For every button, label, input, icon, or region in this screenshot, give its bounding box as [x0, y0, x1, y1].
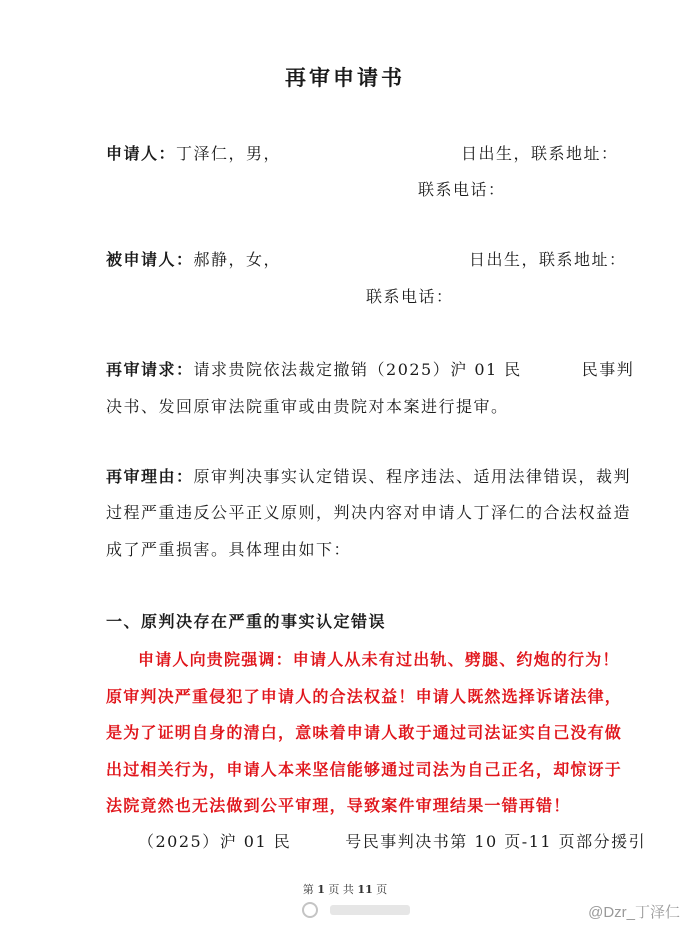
weibo-icon: [302, 902, 318, 918]
respondent-line: [106, 247, 627, 270]
citation-b: 号民事判决书第 10 页-11 页部分援引: [345, 832, 647, 851]
request-line-1: [106, 357, 634, 380]
redacted-block: [522, 362, 582, 380]
red-paragraph-line: 是为了证明自身的清白，意味着申请人敢于通过司法证实自己没有做: [106, 723, 623, 742]
citation-a: （2025）沪 01 民: [138, 832, 292, 851]
applicant-label: 申请人：: [106, 144, 177, 163]
page-number-pre: 第: [302, 883, 314, 896]
page-current: 1: [317, 883, 325, 896]
request-text-b: 民事判: [581, 360, 635, 379]
redacted-block: [291, 834, 345, 852]
respondent-info-end: 日出生，联系地址：: [469, 250, 627, 269]
applicant-phone-label: 联系电话：: [418, 180, 506, 199]
watermark-text: @Dzr_丁泽仁: [588, 904, 680, 921]
respondent-info: 郝静，女，: [193, 250, 282, 269]
reason-line-2: 过程严重违反公平正义原则，判决内容对申请人丁泽仁的合法权益造: [106, 503, 632, 522]
page-number: [0, 881, 690, 897]
reason-line-3: 成了严重损害。具体理由如下：: [106, 540, 352, 559]
document-title: 再审申请书: [285, 65, 405, 90]
request-line-2: 决书、发回原审法院重审或由贵院对本案进行提审。: [106, 397, 509, 416]
section-heading: 一、原判决存在严重的事实认定错误: [106, 612, 387, 631]
request-text-a: 请求贵院依法裁定撤销（2025）沪 01 民: [193, 360, 522, 379]
watermark-blur: [330, 905, 410, 915]
request-label: 再审请求：: [106, 360, 194, 379]
red-paragraph-line: 法院竟然也无法做到公平审理，导致案件审理结果一错再错！: [106, 796, 571, 815]
redacted-block: [281, 146, 461, 164]
respondent-phone-label: 联系电话：: [366, 287, 454, 306]
page-number-mid: 页 共: [328, 883, 354, 896]
reason-text-1: 原审判决事实认定错误、程序违法、适用法律错误，裁判: [193, 467, 632, 486]
page-total: 11: [357, 883, 373, 896]
applicant-info: 丁泽仁，男，: [176, 144, 282, 163]
red-paragraph-line: 出过相关行为，申请人本来坚信能够通过司法为自己正名，却惊讶于: [106, 760, 623, 779]
red-paragraph-line: 申请人向贵院强调：申请人从未有过出轨、劈腿、约炮的行为！: [138, 650, 620, 669]
respondent-label: 被申请人：: [106, 250, 194, 269]
page-number-post: 页: [376, 883, 388, 896]
citation-line: [138, 829, 646, 852]
applicant-info-end: 日出生，联系地址：: [461, 144, 619, 163]
reason-line-1: [106, 464, 631, 487]
red-paragraph-line: 原审判决严重侵犯了申请人的合法权益！申请人既然选择诉诸法律，: [106, 687, 623, 706]
redacted-block: [281, 252, 469, 270]
applicant-line: [106, 141, 619, 164]
reason-label: 再审理由：: [106, 467, 194, 486]
